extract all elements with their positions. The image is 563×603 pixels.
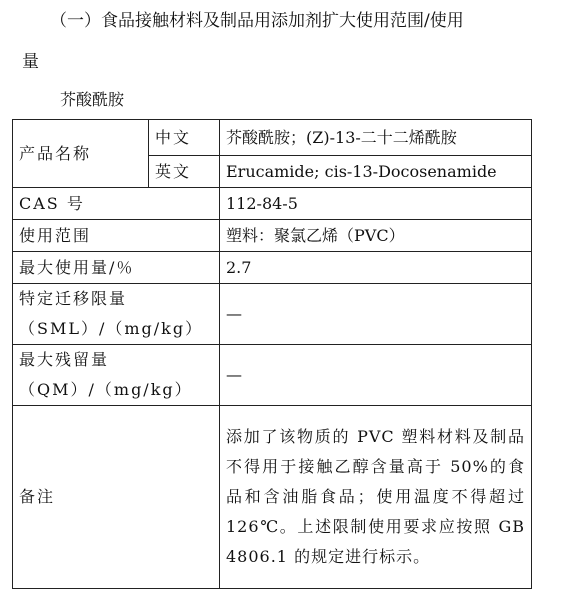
remarks-value: 添加了该物质的 PVC 塑料材料及制品不得用于接触乙醇含量高于 50%的食品和含油脂食品；使用温度不得超过 126℃。上述限制使用要求应按照 GB 4806.1 的规定进行标示。 <box>220 406 532 589</box>
qm-label-line-2: （QM）/（mg/kg） <box>19 380 193 399</box>
table-row-sml <box>13 284 532 345</box>
sml-label <box>13 284 220 345</box>
cas-label: CAS 号 <box>13 188 220 220</box>
chinese-label: 中文 <box>149 120 220 156</box>
table-row-cas <box>13 188 532 220</box>
sml-label-line-2: （SML）/（mg/kg） <box>19 319 204 338</box>
table-row-max-usage <box>13 252 532 284</box>
chinese-name-value: 芥酸酰胺；(Z)-13-二十二烯酰胺 <box>220 120 532 156</box>
sml-label-line-1: 特定迁移限量 <box>19 289 128 308</box>
qm-label-line-1: 最大残留量 <box>19 350 110 369</box>
table-row-chinese-name <box>13 120 532 156</box>
english-name-value: Erucamide; cis-13-Docosenamide <box>220 156 532 188</box>
table-row-usage-scope <box>13 220 532 252</box>
table-row-remarks <box>13 406 532 589</box>
cas-value: 112-84-5 <box>220 188 532 220</box>
table-row-qm <box>13 345 532 406</box>
product-name-label: 产品名称 <box>13 120 149 188</box>
section-heading-line-1: （一）食品接触材料及制品用添加剂扩大使用范围/使用 <box>50 11 464 31</box>
substance-name: 芥酸酰胺 <box>60 90 125 109</box>
qm-value: — <box>220 345 532 406</box>
section-heading-line-2: 量 <box>22 52 39 72</box>
sml-value: — <box>220 284 532 345</box>
qm-label <box>13 345 220 406</box>
additive-info-table <box>12 119 532 589</box>
usage-scope-label: 使用范围 <box>13 220 220 252</box>
max-usage-label: 最大使用量/％ <box>13 252 220 284</box>
max-usage-value: 2.7 <box>220 252 532 284</box>
usage-scope-value: 塑料：聚氯乙烯（PVC） <box>220 220 532 252</box>
remarks-label: 备注 <box>13 406 220 589</box>
english-label: 英文 <box>149 156 220 188</box>
